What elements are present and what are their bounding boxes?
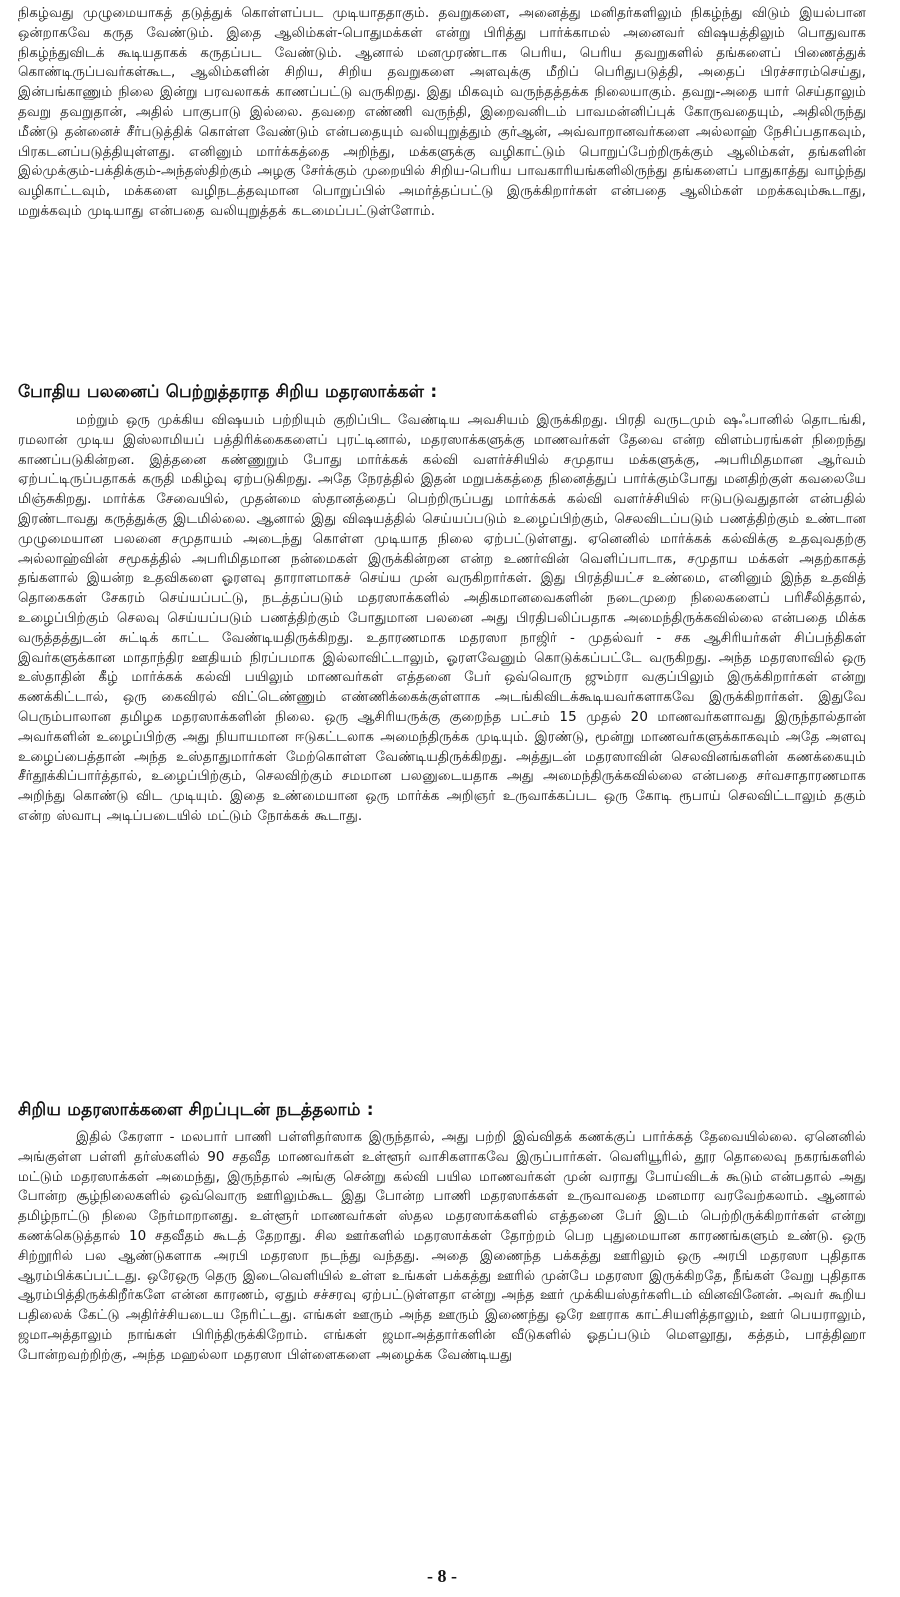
page-number: - 8 - (427, 1566, 457, 1586)
heading-2: சிறிய மதரஸாக்களை சிறப்புடன் நடத்தலாம் : (18, 1100, 374, 1120)
paragraph-3: இதில் கேரளா - மலபார் பாணி பள்ளிதர்ஸாக இருந்தால், அது பற்றி இவ்விதக் கணக்குப் பார்க்கத் தேவையில்லை. ஏனெனில் அங்குள்ள பள்ளி தர்ஸ்களில் 90 சதவீத மாணவர்கள் உள்ளூர் வாசிகளாகவே இருப்பார்கள். வெளியூரில், தூர தொலைவு நகரங்களில் மட்டும் மதரஸாக்கள் அமைந்து, இருந்தால் அங்கு சென்று கல்வி பயில மாணவர்கள் முன் வராது போய்விடக் கூடும் என்பதால் அது போன்ற சூழ்நிலைகளில் ஒவ்வொரு ஊரிலும்கூட இது போன்ற பாணி மதரஸாக்கள் உருவாவதை மனமார வரவேற்கலாம். ஆனால் தமிழ்நாட்டு நிலை நேர்மாறானது. உள்ளூர் மாணவர்கள் ஸ்தல மதரஸாக்களில் எத்தனை பேர் இடம் பெற்றிருக்கிறார்கள் என்று கணக்கெடுத்தால் 10 சதவீதம் கூடத் தேறாது. சில ஊர்களில் மதரஸாக்கள் தோற்றம் பெற புதுமையான காரணங்களும் உண்டு. ஒரு சிற்றூரில் பல ஆண்டுகளாக அரபி மதரஸா நடந்து வந்தது. அதை இணைந்த பக்கத்து ஊரிலும் ஒரு அரபி மதரஸா புதிதாக ஆரம்பிக்கப்பட்டது. ஒரேஒரு தெரு இடைவெளியில் உள்ள உங்கள் பக்கத்து ஊரில் முன்பே மதரஸா இருக்கிறதே, நீங்கள் வேறு புதிதாக ஆரம்பித்திருக்கிறீர்களே என்ன காரணம், ஏதும் சச்சரவு ஏற்பட்டுள்ளதா என்று அந்த ஊர் முக்கியஸ்தர்களிடம் வினவினேன். அவர் கூறிய பதிலைக் கேட்டு அதிர்ச்சியடைய நேரிட்டது. எங்கள் ஊரும் அந்த ஊரும் இணைந்து ஒரே ஊராக காட்சியளித்தாலும், ஊர் பெயராலும், ஜமாஅத்தாலும் நாங்கள் பிரிந்திருக்கிறோம். எங்கள் ஜமாஅத்தார்களின் வீடுகளில் ஓதப்படும் மௌலூது, கத்தம், பாத்திஹா போன்றவற்றிற்கு, அந்த மஹல்லா மதரஸா பிள்ளைகளை அழைக்க வேண்டியது (18, 1129, 866, 1363)
section-heading-small-madrasas (18, 380, 866, 404)
opening-section (18, 4, 866, 222)
heading-1: போதிய பலனைப் பெற்றுத்தராத சிறிய மதரஸாக்கள் : (18, 382, 438, 402)
section-heading-run-well (18, 1098, 866, 1122)
kerala-section (18, 1128, 866, 1366)
madrasa-section (18, 411, 866, 827)
paragraph-2: மற்றும் ஒரு முக்கிய விஷயம் பற்றியும் குறிப்பிட வேண்டிய அவசியம் இருக்கிறது. பிரதி வருடமும் ஷஃபானில் தொடங்கி, ரமலான் முடிய இஸ்லாமியப் பத்திரிக்கைகளைப் புரட்டினால், மதரஸாக்களுக்கு மாணவர்கள் தேவை என்ற விளம்பரங்கள் நிறைந்து காணப்படுகின்றன. இத்தனை கண்ணுறும் போது மார்க்கக் கல்வி வளர்ச்சியில் சமுதாய மக்களுக்கு, அபரிமிதமான ஆர்வம் ஏற்பட்டிருப்பதாகக் கருதி மகிழ்வு ஏற்படுகிறது. அதே நேரத்தில் இதன் மறுபக்கத்தை நினைத்துப் பார்க்கும்போது மனதிற்குள் கவலையே மிஞ்சுகிறது. மார்க்க சேவையில், முதன்மை ஸ்தானத்தைப் பெற்றிருப்பது மார்க்கக் கல்வி வளர்ச்சியில் ஈடுபடுவதுதான் என்பதில் இரண்டாவது கருத்துக்கு இடமில்லை. ஆனால் இது விஷயத்தில் செய்யப்படும் உழைப்பிற்கும், செலவிடப்படும் பணத்திற்கும் உண்டான முழுமையான பலனை சமுதாயம் அடைந்து கொள்ள முடியாத நிலை ஏற்பட்டுள்ளது. ஏனெனில் மார்க்கக் கல்விக்கு உதவுவதற்கு அல்லாஹ்வின் சமூகத்தில் அபரிமிதமான நன்மைகள் இருக்கின்றன என்ற உணர்வின் வெளிப்பாடாக, சமுதாய மக்கள் அதற்காகத் தங்களால் இயன்ற உதவிகளை ஓரளவு தாராளமாகச் செய்ய முன் வருகிறார்கள். இது பிரத்தியட்ச உண்மை, எனினும் இந்த உதவித் தொகைகள் சேகரம் செய்யப்பட்டு, நடத்தப்படும் மதரஸாக்களில் அதிகமானவைகளின் நடைமுறை நிலைகளைப் பரிசீலித்தால், உழைப்பிற்கும் செலவு செய்யப்படும் பணத்திற்கும் போதுமான பலனை அது பிரதிபலிப்பதாக அமைந்திருக்கவில்லை என்பதை மிக்க வருத்தத்துடன் சுட்டிக் காட்ட வேண்டியதிருக்கிறது. உதாரணமாக மதரஸா நாஜிர் - முதல்வர் - சக ஆசிரியர்கள் சிப்பந்திகள் இவர்களுக்கான மாதாந்திர ஊதியம் நிரப்பமாக இல்லாவிட்டாலும், ஓரளவேனும் கொடுக்கப்பட்டே வருகிறது. அந்த மதரஸாவில் ஒரு உஸ்தாதின் கீழ் மார்க்கக் கல்வி பயிலும் மாணவர்கள் எத்தனை பேர் ஒவ்வொரு ஜும்ரா வகுப்பிலும் இருக்கிறார்கள் என்று கணக்கிட்டால், ஒரு கைவிரல் விட்டெண்ணும் எண்ணிக்கைக்குள்ளாக அடங்கிவிடக்கூடியவர்களாகவே இருக்கிறார்கள். இதுவே பெரும்பாலான தமிழக மதரஸாக்களின் நிலை. ஒரு ஆசிரியருக்கு குறைந்த பட்சம் 15 முதல் 20 மாணவர்களாவது இருந்தால்தான் அவர்களின் உழைப்பிற்கு அது நியாயமான ஈடுகட்டலாக அமைந்திருக்க முடியும். இரண்டு, மூன்று மாணவர்களுக்காகவும் அதே அளவு உழைப்பைத்தான் அந்த உஸ்தாதுமார்கள் மேற்கொள்ள வேண்டியதிருக்கிறது. அத்துடன் மதரஸாவின் செலவினங்களின் கணக்கையும் சீர்தூக்கிப்பார்த்தால், உழைப்பிற்கும், செலவிற்கும் சமமான பலனுடையதாக அது அமைந்திருக்கவில்லை என்பதை சர்வசாதாரணமாக அறிந்து கொண்டு விட முடியும். இதை உண்மையான ஒரு மார்க்க அறிஞர் உருவாக்கப்பட ஒரு கோடி ரூபாய் செலவிட்டாலும் தகும் என்ற ஸ்வாபு அடிப்படையில் மட்டும் நோக்கக் கூடாது. (18, 412, 866, 824)
paragraph-1: நிகழ்வது முழுமையாகத் தடுத்துக் கொள்ளப்பட முடியாததாகும். தவறுகளை, அனைத்து மனிதர்களிலும் நிகழ்ந்து விடும் இயல்பான ஒன்றாகவே கருத வேண்டும். இதை ஆலிம்கள்-பொதுமக்கள் என்று பிரித்து பார்க்காமல் அனைவர் விஷயத்திலும் பொதுவாக நிகழ்ந்துவிடக் கூடியதாகக் கருதப்பட வேண்டும். ஆனால் மனமுரண்டாக பெரிய, பெரிய தவறுகளில் தங்களைப் பிணைத்துக் கொண்டிருப்பவர்கள்கூட, ஆலிம்களின் சிறிய, சிறிய தவறுகளை அளவுக்கு மீறிப் பெரிதுபடுத்தி, அதைப் பிரச்சாரம்செய்து, இன்பங்காணும் நிலை இன்று பரவலாகக் காணப்பட்டு வருகிறது. இது மிகவும் வருந்தத்தக்க நிலையாகும். தவறு-அதை யார் செய்தாலும் தவறு தவறுதான், அதில் பாகுபாடு இல்லை. தவறை எண்ணி வருந்தி, இறைவனிடம் பாவமன்னிப்புக் கோருவதையும், அதிலிருந்து மீண்டு தன்னைச் சீர்படுத்திக் கொள்ள வேண்டும் என்பதையும் வலியுறுத்தும் குர்ஆன், அவ்வாறானவர்களை அல்லாஹ் நேசிப்பதாகவும், பிரகடனப்படுத்தியுள்ளது. எனினும் மார்க்கத்தை அறிந்து, மக்களுக்கு வழிகாட்டும் பொறுப்பேற்றிருக்கும் ஆலிம்கள், தங்களின் இல்முக்கும்-பக்திக்கும்-அந்தஸ்திற்கும் அழகு சேர்க்கும் முறையில் சிறிய-பெரிய பாவகாரியங்களிலிருந்து தங்களைப் பாதுகாத்து வாழ்ந்து வழிகாட்டவும், மக்களை வழிநடத்தவுமான பொறுப்பில் அமர்த்தப்பட்டு இருக்கிறார்கள் என்பதை ஆலிம்கள் மறக்கவும்கூடாது, மறுக்கவும் முடியாது என்பதை வலியுறுத்தக் கடமைப்பட்டுள்ளோம். (18, 5, 866, 219)
document-page (18, 4, 866, 1589)
